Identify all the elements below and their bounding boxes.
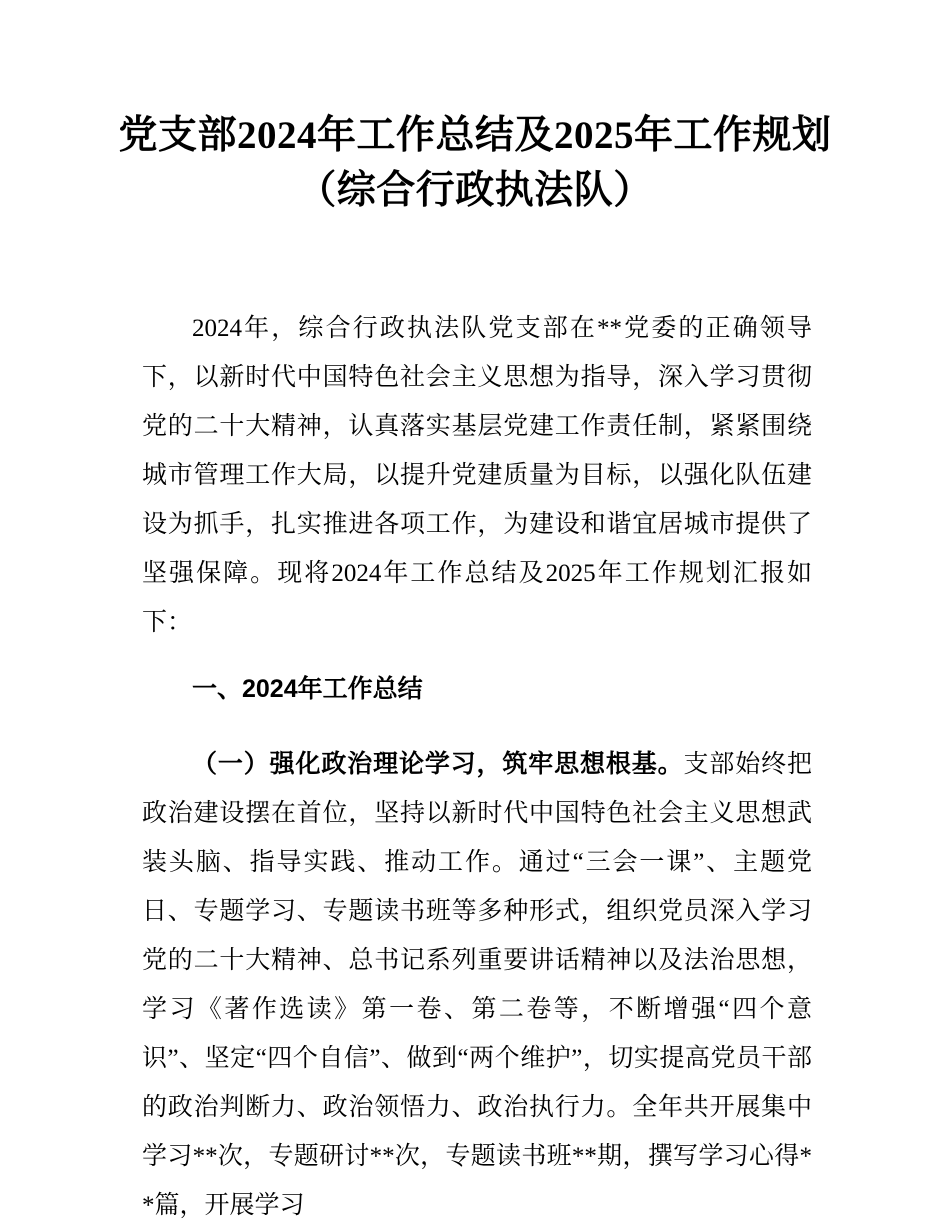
title-line-1: 党支部2024年工作总结及2025年工作规划 [118,114,832,157]
subsection-1-text: 支部始终把政治建设摆在首位，坚持以新时代中国特色社会主义思想武装头脑、指导实践、推动工作。通过“三会一课”、主题党日、专题学习、专题读书班等多种形式，组织党员深入学习党的二十大精神、总书记系列重要讲话精神以及法治思想，学习《著作选读》第一卷、第二卷等，不断增强“四个意识”、坚定“四个自信”、做到“两个维护”，切实提高党员干部的政治判断力、政治领悟力、政治执行力。全年共开展集中学习**次，专题研讨**次，专题读书班**期，撰写学习心得**篇，开展学习 [142,751,812,1219]
subsection-1-lead: （一）强化政治理论学习，筑牢思想根基。 [192,750,684,778]
section-1-heading: 一、2024年工作总结 [192,675,423,703]
title-line-2: （综合行政执法队） [297,169,653,212]
subsection-1-paragraph [142,740,812,1230]
document-title [70,108,880,218]
document-body [0,304,950,1230]
intro-paragraph: 2024年，综合行政执法队党支部在**党委的正确领导下，以新时代中国特色社会主义思想为指导，深入学习贯彻党的二十大精神，认真落实基层党建工作责任制，紧紧围绕城市管理工作大局，以提升党建质量为目标，以强化队伍建设为抓手，扎实推进各项工作，为建设和谐宜居城市提供了坚强保障。现将2024年工作总结及2025年工作规划汇报如下： [142,315,812,636]
